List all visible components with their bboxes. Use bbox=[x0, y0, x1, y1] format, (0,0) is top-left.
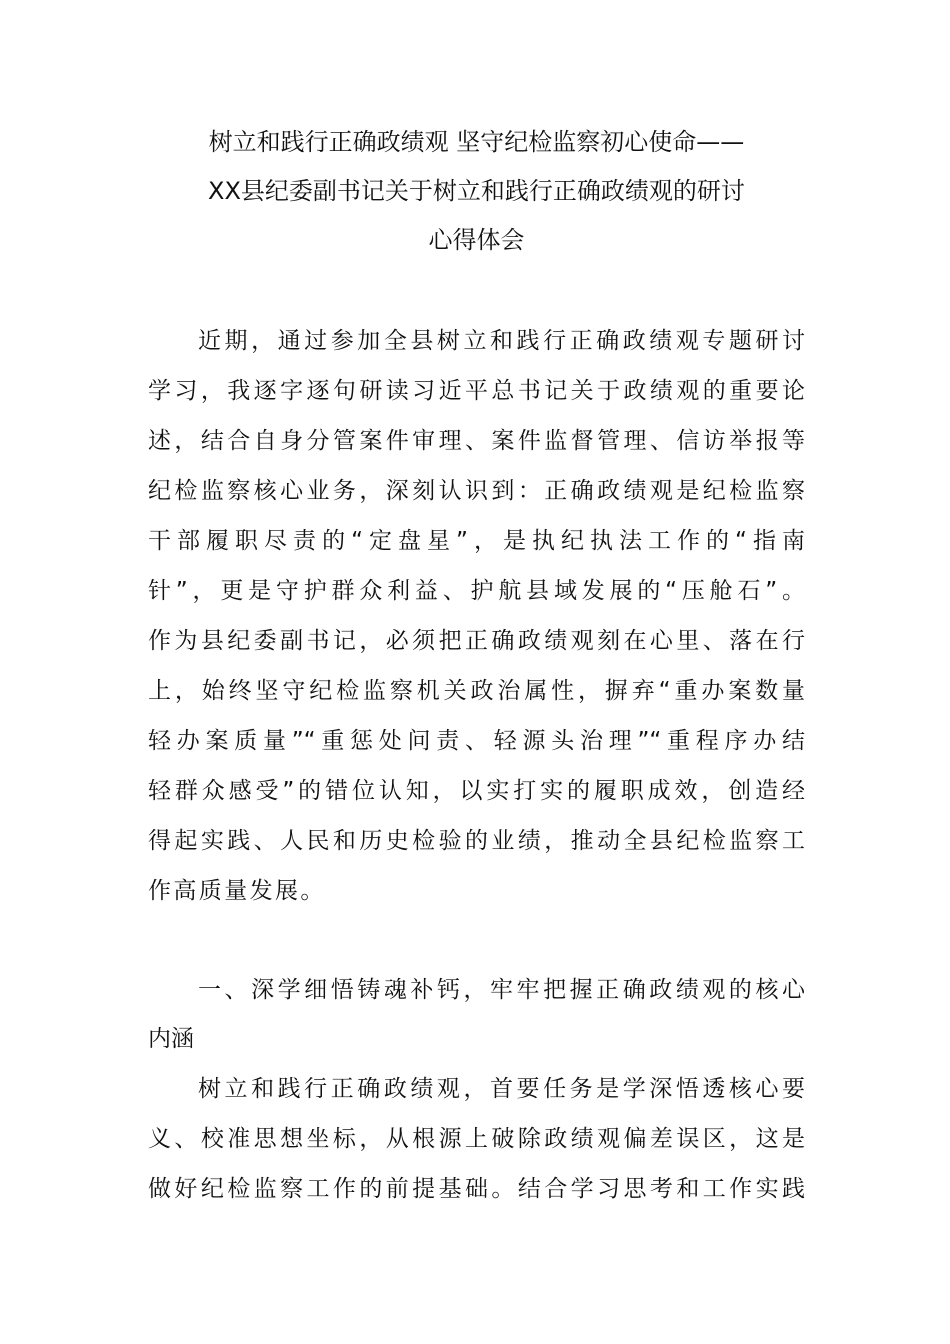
paragraph-line: 作高质量发展。 bbox=[148, 878, 326, 904]
paragraph-line: 义、校准思想坐标，从根源上破除政绩观偏差误区，这是 bbox=[148, 1126, 805, 1152]
document-title bbox=[148, 118, 805, 265]
paragraph-line: 上，始终坚守纪检监察机关政治属性，摒弃“重办案数量 bbox=[148, 678, 805, 704]
title-line: XX县纪委副书记关于树立和践行正确政绩观的研讨 bbox=[208, 177, 745, 205]
paragraph-line: 述，结合自身分管案件审理、案件监督管理、信访举报等 bbox=[148, 428, 805, 454]
heading-line: 一、深学细悟铸魂补钙，牢牢把握正确政绩观的核心 bbox=[198, 977, 805, 1003]
section-heading bbox=[148, 966, 805, 1064]
paragraph-line: 近期，通过参加全县树立和践行正确政绩观专题研讨 bbox=[198, 328, 805, 354]
paragraph-line: 轻办案质量”“重惩处问责、轻源头治理”“重程序办结 bbox=[148, 728, 805, 754]
heading-line: 内涵 bbox=[148, 1026, 194, 1052]
intro-paragraph bbox=[148, 316, 805, 916]
paragraph-line: 得起实践、人民和历史检验的业绩，推动全县纪检监察工 bbox=[148, 828, 805, 854]
paragraph-line: 干部履职尽责的“定盘星”，是执纪执法工作的“指南 bbox=[148, 528, 805, 554]
title-line: 树立和践行正确政绩观 坚守纪检监察初心使命—— bbox=[208, 128, 745, 156]
section-paragraph bbox=[148, 1064, 805, 1214]
paragraph-line: 学习，我逐字逐句研读习近平总书记关于政绩观的重要论 bbox=[148, 378, 805, 404]
paragraph-line: 作为县纪委副书记，必须把正确政绩观刻在心里、落在行 bbox=[148, 628, 805, 654]
paragraph-line: 纪检监察核心业务，深刻认识到：正确政绩观是纪检监察 bbox=[148, 478, 805, 504]
paragraph-line: 针”，更是守护群众利益、护航县域发展的“压舱石”。 bbox=[148, 578, 805, 604]
paragraph-line: 做好纪检监察工作的前提基础。结合学习思考和工作实践 bbox=[148, 1176, 805, 1202]
title-line: 心得体会 bbox=[428, 226, 525, 254]
paragraph-line: 树立和践行正确政绩观，首要任务是学深悟透核心要 bbox=[198, 1076, 805, 1102]
paragraph-line: 轻群众感受”的错位认知，以实打实的履职成效，创造经 bbox=[148, 778, 805, 804]
